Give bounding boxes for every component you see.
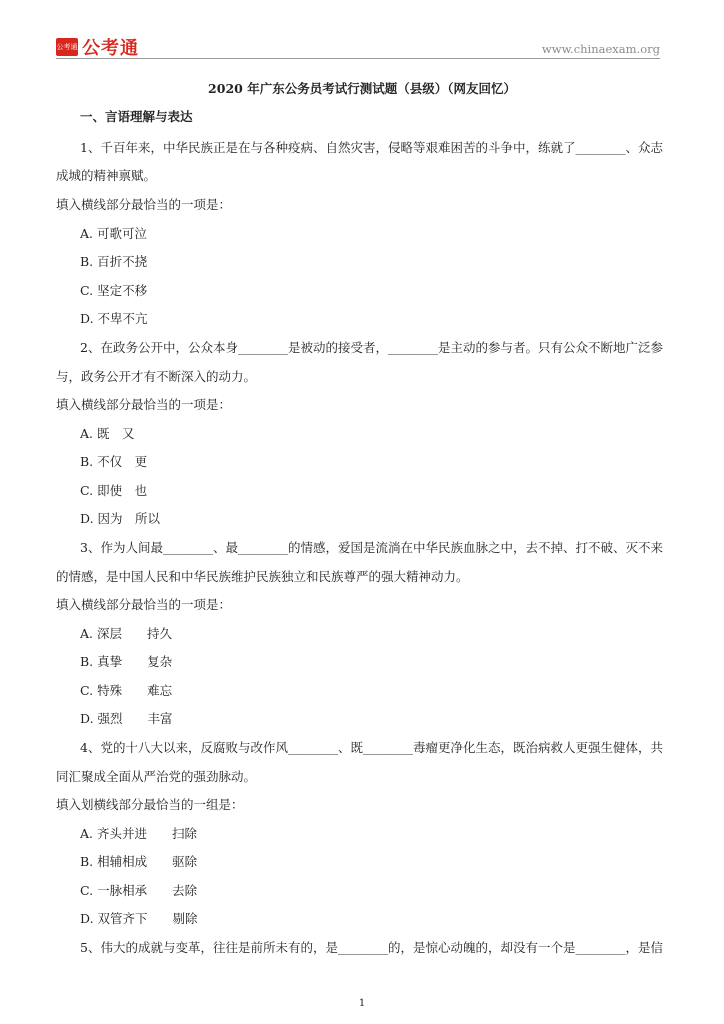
question-2-option-d: D. 因为 所以	[80, 511, 161, 526]
question-4-prompt: 填入划横线部分最恰当的一组是：	[56, 797, 244, 812]
question-4-option-a: A. 齐头并进 扫除	[80, 826, 197, 841]
question-2-option-c: C. 即使 也	[80, 483, 148, 498]
question-2-prompt: 填入横线部分最恰当的一项是：	[56, 397, 232, 412]
logo-badge: 公考通	[56, 38, 78, 56]
question-4-option-b: B. 相辅相成 驱除	[80, 854, 198, 869]
question-1-option-c: C. 坚定不移	[80, 283, 148, 298]
question-1-prompt: 填入横线部分最恰当的一项是：	[56, 197, 232, 212]
question-2-stem-line1: 2、在政务公开中，公众本身________是被动的接受者，________是主动的参与者。只有公众不断地广泛参	[80, 340, 663, 355]
question-3-option-d: D. 强烈 丰富	[80, 711, 173, 726]
page-number: 1	[358, 998, 366, 1009]
question-1-stem-line1: 1、千百年来，中华民族正是在与各种疫病、自然灾害，侵略等艰难困苦的斗争中，练就了________、众志	[80, 140, 663, 155]
question-4-option-d: D. 双管齐下 剔除	[80, 911, 198, 926]
question-1-stem-line2: 成城的精神禀赋。	[56, 168, 157, 183]
question-3-option-a: A. 深层 持久	[80, 626, 172, 641]
logo-text: 公考通	[82, 38, 139, 59]
document-title: 2020 年广东公务员考试行测试题（县级）（网友回忆）	[208, 81, 516, 96]
question-1-option-d: D. 不卑不亢	[80, 311, 148, 326]
question-5-stem-line1: 5、伟大的成就与变革，往往是前所未有的，是________的，是惊心动魄的，却没有一个是________，是信	[80, 940, 663, 955]
question-1-option-a: A. 可歌可泣	[80, 226, 147, 241]
question-2-option-a: A. 既 又	[80, 426, 135, 441]
site-url: www.chinaexam.org	[541, 42, 660, 56]
logo	[56, 34, 139, 60]
page-header	[56, 34, 660, 59]
question-3-stem-line1: 3、作为人间最________、最________的情感，爱国是流淌在中华民族血脉之中，去不掉、打不破、灭不来	[80, 540, 663, 555]
question-2-option-b: B. 不仅 更	[80, 454, 148, 469]
question-3-option-b: B. 真挚 复杂	[80, 654, 173, 669]
question-2-stem-line2: 与，政务公开才有不断深入的动力。	[56, 369, 257, 384]
question-4-stem-line2: 同汇聚成全面从严治党的强劲脉动。	[56, 769, 257, 784]
question-3-stem-line2: 的情感，是中国人民和中华民族维护民族独立和民族尊严的强大精神动力。	[56, 569, 469, 584]
question-3-option-c: C. 特殊 难忘	[80, 683, 173, 698]
question-3-prompt: 填入横线部分最恰当的一项是：	[56, 597, 232, 612]
question-4-stem-line1: 4、党的十八大以来，反腐败与改作风________、既________毒瘤更净化生态，既治病救人更强生健体，共	[80, 740, 663, 755]
question-1-option-b: B. 百折不挠	[80, 254, 148, 269]
question-4-option-c: C. 一脉相承 去除	[80, 883, 198, 898]
section-heading: 一、言语理解与表达	[80, 109, 193, 124]
